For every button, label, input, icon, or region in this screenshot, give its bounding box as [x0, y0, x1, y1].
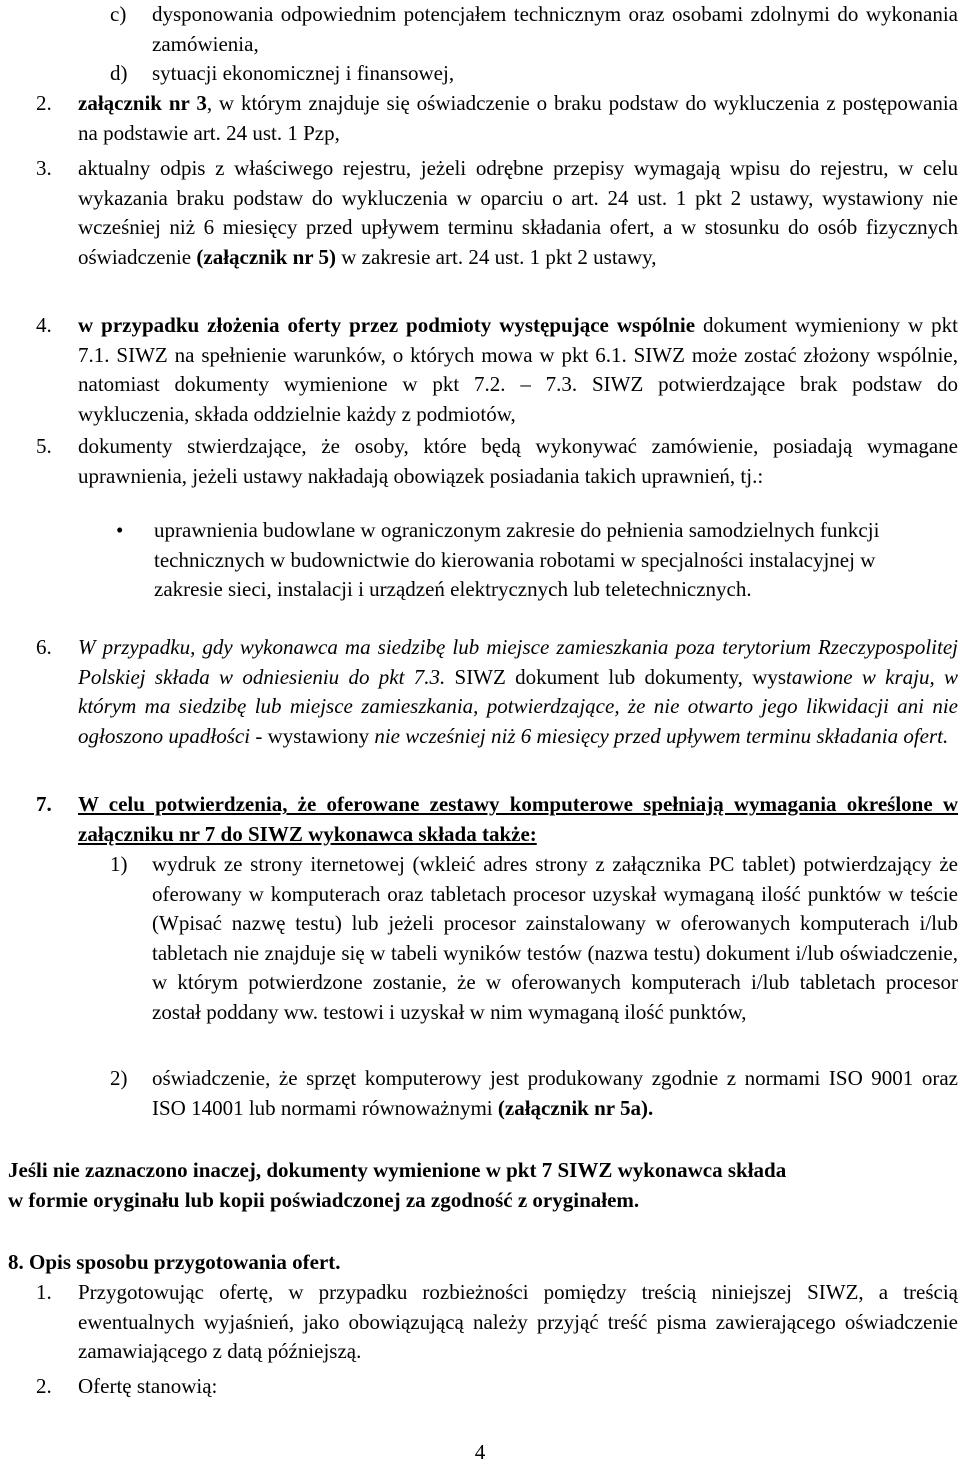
- bold-ref: załącznik nr 3: [78, 91, 207, 115]
- bullet-item: [154, 516, 934, 605]
- list-marker: 5.: [36, 434, 52, 458]
- list-item-8-1: [36, 1278, 958, 1367]
- list-text: dysponowania odpowiednim potencjałem technicznym oraz osobami zdolnymi do wykonania zamówienia,: [152, 2, 958, 56]
- sub-item-7-2: [110, 1064, 958, 1123]
- list-text: Przygotowując ofertę, w przypadku rozbieżności pomiędzy treścią niniejszej SIWZ, a treścią ewentualnych wyjaśnień, jako obowiązującą należy przyjąć treść pisma zawierającego oświadczenie zamawiającego z datą późniejszą.: [78, 1280, 958, 1363]
- bullet-text: uprawnienia budowlane w ograniczonym zakresie do pełnienia samodzielnych funkcji technicznych w budownictwie do kierowania robotami w specjalności instalacyjnej w zakresie sieci, instalacji i urządzeń elektrycznych lub teletechnicznych.: [154, 518, 880, 601]
- note-line-2: w formie oryginału lub kopii poświadczonej za zgodność z oryginałem.: [8, 1188, 640, 1212]
- list-text: w przypadku złożenia oferty przez podmioty występujące wspólnie dokument wymieniony w pkt 7.1. SIWZ na spełnienie warunków, o których mowa w pkt 6.1. SIWZ może zostać złożony wspólnie, natomiast dokumenty wymienione w pkt 7.2. – 7.3. SIWZ potwierdzające brak podstaw do wykluczenia, składa oddzielnie każdy z podmiotów,: [78, 313, 958, 426]
- list-marker: c): [110, 2, 127, 26]
- list-text: sytuacji ekonomicznej i finansowej,: [152, 61, 455, 85]
- list-item-5: [36, 432, 958, 491]
- list-marker: 4.: [36, 313, 52, 337]
- note-line-1: Jeśli nie zaznaczono inaczej, dokumenty wymienione w pkt 7 SIWZ wykonawca składa: [8, 1158, 787, 1182]
- list-marker: 2): [110, 1066, 128, 1090]
- list-marker: 2.: [36, 1374, 52, 1398]
- list-text: dokumenty stwierdzające, że osoby, które będą wykonywać zamówienie, posiadają wymagane uprawnienia, jeżeli ustawy nakładają obowiązek posiadania takich uprawnień, tj.:: [78, 434, 958, 488]
- section-heading: 8. Opis sposobu przygotowania ofert.: [8, 1250, 341, 1274]
- list-text: Ofertę stanowią:: [78, 1374, 218, 1398]
- list-marker: 6.: [36, 635, 52, 659]
- list-text: W celu potwierdzenia, że oferowane zestawy komputerowe spełniają wymagania określone w załączniku nr 7 do SIWZ wykonawca składa także:: [78, 792, 958, 846]
- list-text: załącznik nr 3, w którym znajduje się oświadczenie o braku podstaw do wykluczenia z postępowania na podstawie art. 24 ust. 1 Pzp,: [78, 91, 958, 145]
- sub-item-7-1: [110, 850, 958, 1027]
- list-item-d: [110, 59, 958, 89]
- list-text: oświadczenie, że sprzęt komputerowy jest produkowany zgodnie z normami ISO 9001 oraz ISO 14001 lub normami równoważnymi (załącznik nr 5a).: [152, 1066, 958, 1120]
- list-marker: 1.: [36, 1280, 52, 1304]
- list-item-2: [36, 89, 958, 148]
- list-item-4: [36, 311, 958, 429]
- list-item-3: [36, 154, 958, 272]
- list-item-7: [36, 790, 958, 849]
- list-item-c: [110, 0, 958, 59]
- list-marker: 1): [110, 852, 128, 876]
- list-marker: 7.: [36, 792, 52, 816]
- page-number: 4: [474, 1440, 486, 1464]
- list-text: W przypadku, gdy wykonawca ma siedzibę lub miejsce zamieszkania poza terytorium Rzeczypospolitej Polskiej składa w odniesieniu do pkt 7.3. SIWZ dokument lub dokumenty, wystawione w kraju, w którym ma siedzibę lub miejsce zamieszkania, potwierdzające, że nie otwarto jego likwidacji ani nie ogłoszono upadłości - wystawiony nie wcześniej niż 6 miesięcy przed upływem terminu składania ofert.: [78, 635, 959, 748]
- list-text: wydruk ze strony iternetowej (wkleić adres strony z załącznika PC tablet) potwierdzający że oferowany w komputerach oraz tabletach procesor uzyskał wymaganą ilość punktów w teście (Wpisać nazwę testu) lub jeżeli procesor zainstalowany w oferowanych komputerach i/lub tabletach nie znajduje się w tabeli wyników testów (nazwa testu) dokument i/lub oświadczenie, w którym potwierdzone zostanie, że w oferowanych komputerach i/lub tabletach procesor został poddany ww. testowi i uzyskał w nim wymaganą ilość punktów,: [152, 852, 958, 1024]
- list-marker: 3.: [36, 156, 52, 180]
- list-item-6: [36, 633, 958, 751]
- list-marker: 2.: [36, 91, 52, 115]
- list-marker: d): [110, 61, 128, 85]
- list-item-8-2: [36, 1372, 958, 1402]
- list-text: aktualny odpis z właściwego rejestru, jeżeli odrębne przepisy wymagają wpisu do rejestru, w celu wykazania braku podstaw do wykluczenia w oparciu o art. 24 ust. 1 pkt 2 ustawy, wystawiony nie wcześniej niż 6 miesięcy przed upływem terminu składania ofert, a w stosunku do osób fizycznych oświadczenie (załącznik nr 5) w zakresie art. 24 ust. 1 pkt 2 ustawy,: [78, 156, 958, 269]
- bullet-icon: •: [116, 518, 124, 542]
